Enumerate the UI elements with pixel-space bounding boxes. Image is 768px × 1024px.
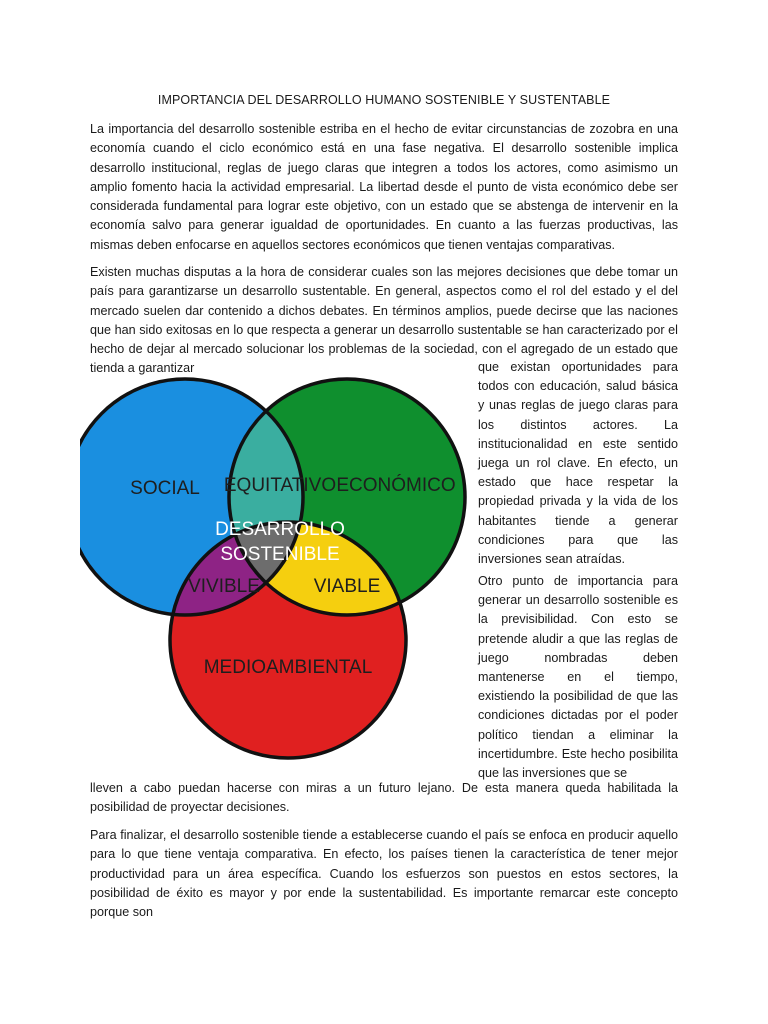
- label-viable: VIABLE: [313, 576, 381, 597]
- label-economico: ECONÓMICO: [336, 475, 456, 496]
- paragraph-3-bottom: lleven a cabo puedan hacerse con miras a un futuro lejano. De esta manera queda habilitada la posibilidad de proyectar decisiones.: [90, 781, 678, 815]
- paragraph-1: La importancia del desarrollo sostenible estriba en el hecho de evitar circunstancias de zozobra en una economía cuando el ciclo económico está en una fase negativa. El desarrollo sostenible implica desarrollo institucional, reglas de juego claras que integren a todos los actores, como asimismo un amplio fomento hacia la actividad empresarial. La libertad desde el punto de vista económico debe ser considerada fundamental para lograr este objetivo, con un estado que se abstenga de intervenir en la economía salvo para generar igualdad de oportunidades. En cuanto a las fuerzas productivas, las mismas deben enfocarse en aquellos sectores económicos que tienen ventajas comparativas.: [90, 122, 678, 252]
- label-social: SOCIAL: [130, 478, 200, 499]
- paragraph-2-side: que existan oportunidades para todos con educación, salud básica y unas reglas de juego claras para los distintos actores. La institucionalidad en este sentido juega un rol clave. En efecto, un estado que hace respetar la propiedad privada y la vida de los habitantes tiende a generar condiciones para que las inversiones sean atraídas.: [478, 360, 678, 567]
- paragraph-3-side: Otro punto de importancia para generar un desarrollo sostenible es la previsibilidad. Con esto se pretende aludir a que las reglas de juego nombradas deben mantenerse en el tiempo, existiendo la posibilidad de que las condiciones dictadas por el poder político tiendan a eliminar la incertidumbre. Este hecho posibilita que las inversiones que se: [478, 574, 678, 781]
- paragraph-2-top: Existen muchas disputas a la hora de considerar cuales son las mejores decisiones que debe tomar un país para garantizarse un desarrollo sustentable. En general, aspectos como el rol del estado y el del mercado suelen dar contenido a dichos debates. En términos amplios, puede decirse que las naciones que han sido exitosas en lo que respecta a generar un desarrollo sustentable se han caracterizado por el hecho de dejar al mercado solucionar los problemas de la sociedad, con el agregado de un estado que tienda a garantizar: [90, 265, 678, 376]
- venn-diagram: [80, 360, 480, 760]
- paragraph-4: Para finalizar, el desarrollo sostenible tiende a establecerse cuando el país se enfoca en producir aquello para lo que tiene ventaja comparativa. En efecto, los países tienen la característica de tener mejor productividad para un área específica. Cuando los esfuerzos son puestos en estos sectores, la posibilidad de éxito es mayor y por ende la sustentabilidad. Es importante remarcar este concepto porque son: [90, 828, 678, 920]
- label-equitativo: EQUITATIVO: [223, 475, 337, 496]
- label-medioambiental: MEDIOAMBIENTAL: [203, 657, 373, 678]
- label-vivible: VIVIBLE: [188, 576, 260, 597]
- label-center-line1: DESARROLLO: [215, 519, 345, 540]
- document-title: IMPORTANCIA DEL DESARROLLO HUMANO SOSTENIBLE Y SUSTENTABLE: [157, 93, 611, 107]
- label-center-line2: SOSTENIBLE: [220, 544, 340, 565]
